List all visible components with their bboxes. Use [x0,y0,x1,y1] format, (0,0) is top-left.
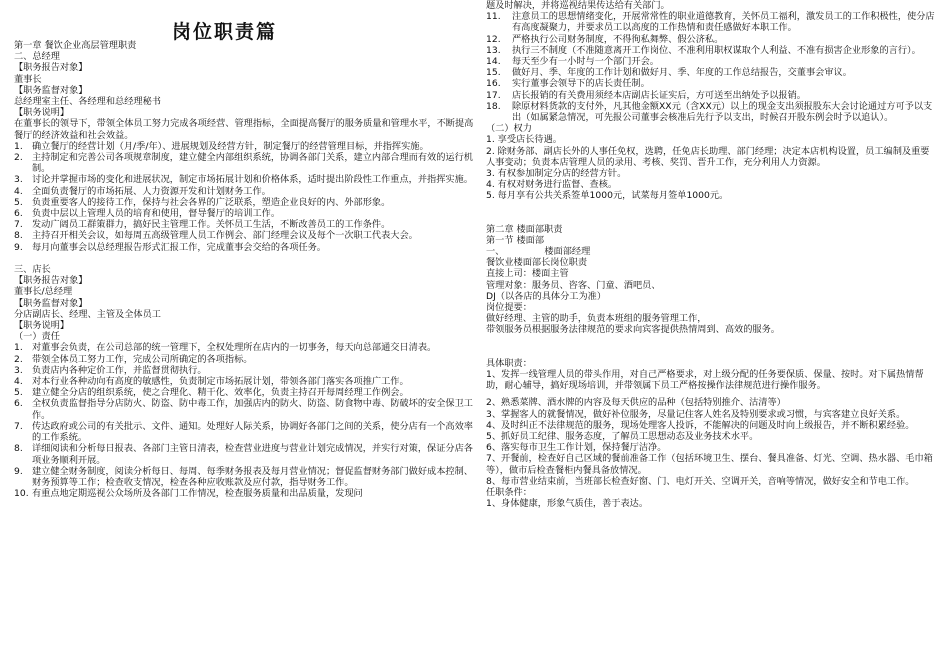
summary-label: 岗位提要： [486,302,532,314]
list-item: 12. 严格执行公司财务制度，不得徇私舞弊、假公济私。 [486,33,724,45]
spacer [486,202,936,224]
superior: 直接上司：楼面主管 [486,268,569,280]
summary-text: 做好经理、主管的助手，负责本班组的服务管理工作， [486,313,707,325]
list-item: 17. 店长报销的有关费用须经本店副店长证实后，方可送至出纳处予以报销。 [486,89,806,101]
qualification-item: 1、身体健康，形象气质佳，善于表达。 [486,498,649,510]
list-item: 6. 负责中层以上管理人员的培育和使用，督导餐厅的培训工作。 [14,208,281,220]
list-item: 7. 传达政府或公司的有关批示、文件、通知。处理好人际关系，协调好各部门之间的关系，使分店有一个高效率的工作系统。 [14,420,473,444]
list-item: 9. 每月向董事会以总经理报告形式汇报工作，完成董事会交给的各项任务。 [14,241,326,253]
list-item: 3. 负责店内各种定价工作，并监督贯彻执行。 [14,364,207,376]
paragraph: 在董事长的领导下，带领全体员工努力完成各项经营、管理指标，全面提高餐厅的服务质量和管理水平，不断提高餐厅的经济效益和社会效益。 [14,118,474,141]
section-heading: 二、总经理 [14,51,60,63]
power-item: 5. 每月享有公共关系签单1000元，试菜每月签单1000元。 [486,190,729,202]
subsection-heading: （二）权力 [486,123,532,135]
field-label: 【职务报告对象】 [14,62,88,74]
list-item: 8. 详细阅读和分析每日报表、各部门主管日清表，检查营业进度与营业计划完成情况，并实行对策，保证分店各项业务顺利开展。 [14,443,473,466]
power-item: 3. 有权参加制定分店的经营方针。 [486,168,627,180]
list-item: 1. 对董事会负责，在公司总部的统一管理下，全权处理所在店内的一切事务，每天向总部通交日清表。 [14,342,437,354]
list-item: 15. 做好月、季、年度的工作计划和做好月、季、年度的工作总结报告，交董事会审议。 [486,67,852,79]
duty-item: 3、掌握客人的就餐情况，做好补位服务，尽量记住客人姓名及特别要求或习惯，与宾客建立良好关系。 [486,408,906,420]
list-item: 14. 每天至少有一小时与一个部门开会。 [486,56,659,68]
field-label: 【职务监督对象】 [14,84,88,96]
spacer [486,336,936,358]
power-item: 1. 享受店长待遇。 [486,134,562,146]
list-item: 4. 全面负责餐厅的市场拓展、人力资源开发和计划财务工作。 [14,185,271,197]
list-item: 10. 有重点地定期巡视公众场所及各部门工作情况，检查服务质量和出品质量，发现问 [14,488,363,500]
list-item: 13. 执行三不制度（不准随意离开工作岗位、不准利用职权谋取个人利益、不准有损害企业形象的言行）。 [486,44,921,56]
list-item: 9. 建立健全财务制度，阅读分析每日、每周、每季财务报表及每月营业情况；督促监督财务部门做好成本控制、财务预算等工作；检查收支情况，检查各种应收账款及应付款，指导财务工作。 [14,465,473,488]
duty-item: 2、熟悉菜牌、酒水牌的内容及每天供应的品种（包括特别推介、沽清等） [486,397,786,409]
section-heading: 第一节 楼面部 [486,234,545,246]
list-item: 5. 建立健全分店的组织系统，使之合理化、精干化、效率化，负责主持召开每周经理工作例会。 [14,387,409,399]
list-item: 7. 发动广阔员工群策群力，搞好民主管理工作。关怀员工生活，不断改善员工的工作条件。 [14,219,391,231]
summary-text: 带领服务员根据服务法律规范的要求向宾客提供热情周到、高效的服务。 [486,324,780,336]
duty-item: 1、发挥一线管理人员的带头作用，对自己严格要求，对上级分配的任务要保质、保量、按时。对下属热情帮助，耐心辅导，搞好现场培训，并带领属下员工严格按操作法律规范进行操作服务。 [486,368,924,392]
duty-item: 6、落实每市卫生工作计划，保持餐厅洁净。 [486,442,667,454]
field-value: 董事长 [14,73,42,85]
section-heading: 三、店长 [14,264,51,276]
duties-label: 具体职责： [486,357,532,369]
field-label: 【职务说明】 [14,107,70,119]
field-value: 分店副店长、经理、主管及全体员工 [14,308,161,320]
continued-text: 题及时解决，并将巡视结果传达给有关部门。 [486,0,670,11]
managed-objects: 管理对象：服务员、咨客、门童、酒吧员、 [486,279,661,291]
list-item: 6. 全权负责监督指导分店防火、防盗、防中毒工作，加强店内的防火、防盗、防食物中毒、防破坏的安全保卫工作。 [14,398,473,421]
field-value: 董事长/总经理 [14,286,73,298]
chapter-heading: 第二章 楼面部职责 [486,223,563,235]
list-item: 18. 除原材料货款的支付外，凡其他金额XX元（含XX元）以上的现金支出须报股东大会讨论通过方可予以支出（如属紧急情况，可先报公司董事会核准后先行予以支出，时候召开股东例会时予以追认）。 [486,100,933,124]
spacer [14,253,476,264]
duty-item: 7、开餐前，检查好自己区域的餐前准备工作（包括环境卫生、摆台、餐具准备、灯光、空调、热水器、毛巾箱等），做市后检查餐柜内餐具备放情况。 [486,453,933,476]
page-title: 岗位职责篇 [172,21,278,43]
managed-objects-cont: DJ（以各店的具体分工为准） [486,290,607,302]
list-item: 1. 确立餐厅的经营计划（月/季/年）、进展规划及经营方针，制定餐厅的经营管理目标，并指挥实施。 [14,140,429,152]
left-column [14,0,476,499]
qualification-label: 任职条件： [486,486,532,498]
list-item: 11. 注意员工的思想情绪变化，开展常常性的职业道德教育，关怀员工福利，激发员工的工作积极性，使分店有高度凝聚力，并要求员工以高度的工作热情和责任感做好本职工作。 [486,11,935,34]
list-item: 3. 讨论并掌握市场的变化和进展状况，制定市场拓展计划和价格体系，适时提出阶段性工作重点，并指挥实施。 [14,174,473,186]
chapter-heading: 第一章 餐饮企业高层管理职责 [14,40,137,51]
field-value: 总经理室主任、各经理和总经理秘书 [14,96,161,108]
field-label: 【职务报告对象】 [14,275,88,287]
power-item: 2. 除财务部、副店长外的人事任免权，选聘，任免店长助理、部门经理；决定本店机构设置，员工编制及重要人事变动；负责本店管理人员的录用、考核、奖罚、晋升工作，充分利用人力资源。 [486,145,930,168]
power-item: 4. 有权对财务进行监督、查核。 [486,179,618,191]
subsection-heading: （一）责任 [14,331,60,343]
list-item: 2. 主持制定和完善公司各项规章制度，建立健全内部组织系统，协调各部门关系，建立内部合理而有效的运行机制。 [14,152,473,175]
list-item: 2. 带领全体员工努力工作，完成公司所确定的各项指标。 [14,353,253,365]
list-item: 8. 主持召开相关会议，如每周五高级管理人员工作例会、部门经理会议及每个一次职工代表大会。 [14,230,418,242]
field-label: 【职务说明】 [14,320,70,332]
list-item: 5. 负责重要客人的接待工作，保持与社会各界的广泛联系，塑造企业良好的内、外部形象。 [14,196,391,208]
duty-item: 8、每市营业结束前，当班部长检查好窗、门、电灯开关、空调开关，音响等情况，做好安全和节电工作。 [486,475,915,487]
subsection-heading: 一、 楼面部经理 [486,246,591,258]
duty-item: 5、抓好员工纪律、服务态度，了解员工思想动态及业务技术水平。 [486,430,759,442]
list-item: 4. 对本行业各种动向有高度的敏感性，负责制定市场拓展计划，带领各部门落实各项推广工作。 [14,376,409,388]
list-item: 16. 实行董事会领导下的店长责任制。 [486,78,650,90]
field-label: 【职务监督对象】 [14,297,88,309]
job-header: 餐饮业楼面部长岗位职责 [486,257,588,269]
duty-item: 4、及时纠正不法律规范的服务，现场处理客人投诉，不能解决的问题及时向上级报告，并不断积累经验。 [486,419,915,431]
right-column [486,0,936,509]
